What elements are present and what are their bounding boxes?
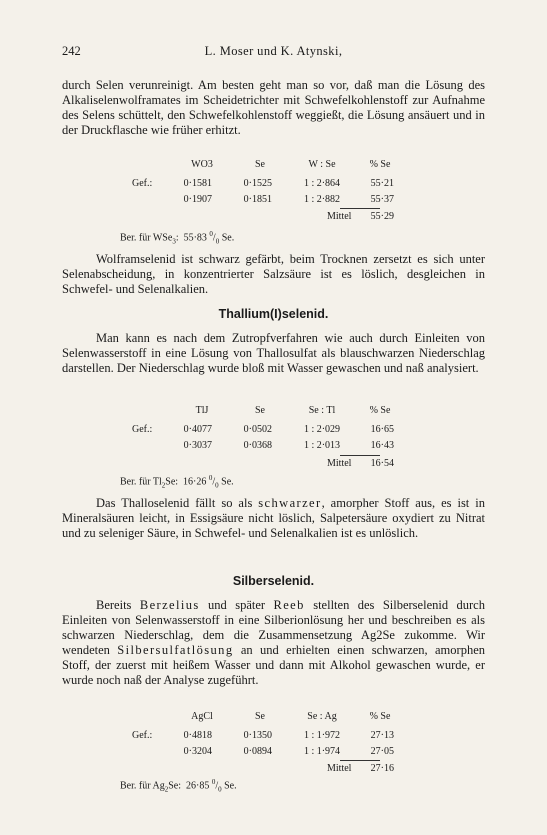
table-header: % Se: [369, 159, 391, 170]
table-header: Se: [255, 159, 265, 170]
table-header: % Se: [369, 405, 391, 416]
calculated-value: Ber. für WSe$_3$: 55·83 $^0/_0$ Se.: [120, 230, 235, 246]
text-run: und später: [199, 598, 274, 612]
table-cell: 0·1525: [243, 178, 272, 189]
emphasis-spaced: schwarzer: [258, 496, 322, 510]
mean-label: Mittel: [327, 458, 352, 469]
row-label: Gef.:: [132, 730, 153, 741]
table-header: Se: [255, 711, 265, 722]
table-header: AgCl: [191, 711, 213, 722]
emphasis-spaced: Silbersulfatlösung: [117, 643, 234, 657]
table-header: TlJ: [195, 405, 209, 416]
table-cell: 1 : 1·972: [303, 730, 341, 741]
row-label: Gef.:: [132, 178, 153, 189]
text-run: , amorpher Stoff aus, es ist in Mineralsäuren leicht, in Essigsäure nicht löslich, Salpetersäure oxydiert zu Nitrat und zu seleniger Säure, in Schwefel- und Selenalkalien ist es unlöslich.: [62, 496, 485, 540]
table-cell: 0·3037: [183, 440, 212, 451]
text-run: Bereits: [96, 598, 140, 612]
mean-label: Mittel: [327, 211, 352, 222]
table-cell: 0·4077: [183, 424, 212, 435]
table-cell: 0·1851: [243, 194, 272, 205]
table-cell: 0·0894: [243, 746, 272, 757]
table-cell: 0·3204: [183, 746, 212, 757]
calculated-value: Ber. für $Tl_2Se$: 16·26 $^0/_0$ Se.: [120, 474, 234, 490]
table-header: % Se: [369, 711, 391, 722]
text-run: stellten des Silberselenid durch Einleiten von Selenwasserstoff in eine Silberionlösung her und beschreiben es als schwarzen Niederschlag, dem die Zusammensetzung Ag2Se zukomme. Wir wendeten: [62, 598, 485, 657]
mean-label: Mittel: [327, 763, 352, 774]
table-cell: 0·1350: [243, 730, 272, 741]
text-run: Das Thalloselenid fällt so als: [96, 496, 259, 510]
thallium-paragraph: Man kann es nach dem Zutropfverfahren wie auch durch Einleiten von Selenwasserstoff in eine Lösung von Thallosulfat als blauschwarzen Niederschlag darstellen. Der Niederschlag wurde bloß mit Wasser gewaschen und naß analysiert.: [62, 331, 485, 375]
page-header: [62, 44, 485, 62]
author-name: Reeb: [273, 598, 305, 612]
table-cell: 0·1581: [183, 178, 212, 189]
table-cell: 1 : 2·864: [303, 178, 341, 189]
table-header: WO3: [191, 159, 213, 170]
section-heading-thallium: Thallium(I)selenid.: [218, 307, 329, 321]
table-cell: 27·05: [370, 746, 394, 757]
sum-rule: [340, 455, 380, 456]
table-header: Se: [255, 405, 265, 416]
section-heading-silver: Silberselenid.: [232, 574, 315, 588]
mean-value: 16·54: [370, 458, 394, 469]
table-cell: 0·0368: [243, 440, 272, 451]
table-header: Se : Ag: [307, 711, 337, 722]
tungsten-selenide-paragraph: Wolframselenid ist schwarz gefärbt, beim Trocknen zersetzt es sich unter Selenabscheidung, in konzentrierter Salzsäure ist es löslich, desgleichen in Schwefel- und Selenalkalien.: [62, 252, 485, 296]
row-label: Gef.:: [132, 424, 153, 435]
table-cell: 55·37: [370, 194, 394, 205]
running-title: L. Moser und K. Atynski,: [204, 44, 343, 58]
table-cell: 16·43: [370, 440, 394, 451]
table-cell: 1 : 2·013: [303, 440, 341, 451]
table-cell: 27·13: [370, 730, 394, 741]
table-cell: 16·65: [370, 424, 394, 435]
table-header: Se : Tl: [308, 405, 336, 416]
calculated-value: Ber. für $Ag_2Se$: 26·85 $^0/_0$ Se.: [120, 778, 237, 794]
table-cell: 1 : 2·029: [303, 424, 341, 435]
table-cell: 1 : 1·974: [303, 746, 341, 757]
sum-rule: [340, 760, 380, 761]
mean-value: 27·16: [370, 763, 394, 774]
sum-rule: [340, 208, 380, 209]
page-number: 242: [62, 44, 81, 58]
text-run: an und erhielten einen schwarzen, amorphen Stoff, der zuerst mit heißem Wasser und dann mit Alkohol gewaschen wurde, er wurde noch naß der Analyse zugeführt.: [62, 643, 485, 687]
table-header: W : Se: [308, 159, 336, 170]
table-cell: 0·4818: [183, 730, 212, 741]
table-cell: 0·0502: [243, 424, 272, 435]
mean-value: 55·29: [370, 211, 394, 222]
table-cell: 55·21: [370, 178, 394, 189]
intro-paragraph: durch Selen verunreinigt. Am besten geht man so vor, daß man die Lösung des Alkaliselenwolframates im Scheidetrichter mit Schwefelkohlenstoff zur Aufnahme des Selens schüttelt, den Schwefelkohlenstoff weggießt, die Lösung ansäuert und in der Druckflasche wie früher erhitzt.: [62, 78, 485, 137]
table-cell: 0·1907: [183, 194, 212, 205]
table-cell: 1 : 2·882: [303, 194, 341, 205]
author-name: Berzelius: [139, 598, 200, 612]
silver-paragraph: [62, 598, 485, 688]
thalloselenide-paragraph: [62, 496, 485, 541]
